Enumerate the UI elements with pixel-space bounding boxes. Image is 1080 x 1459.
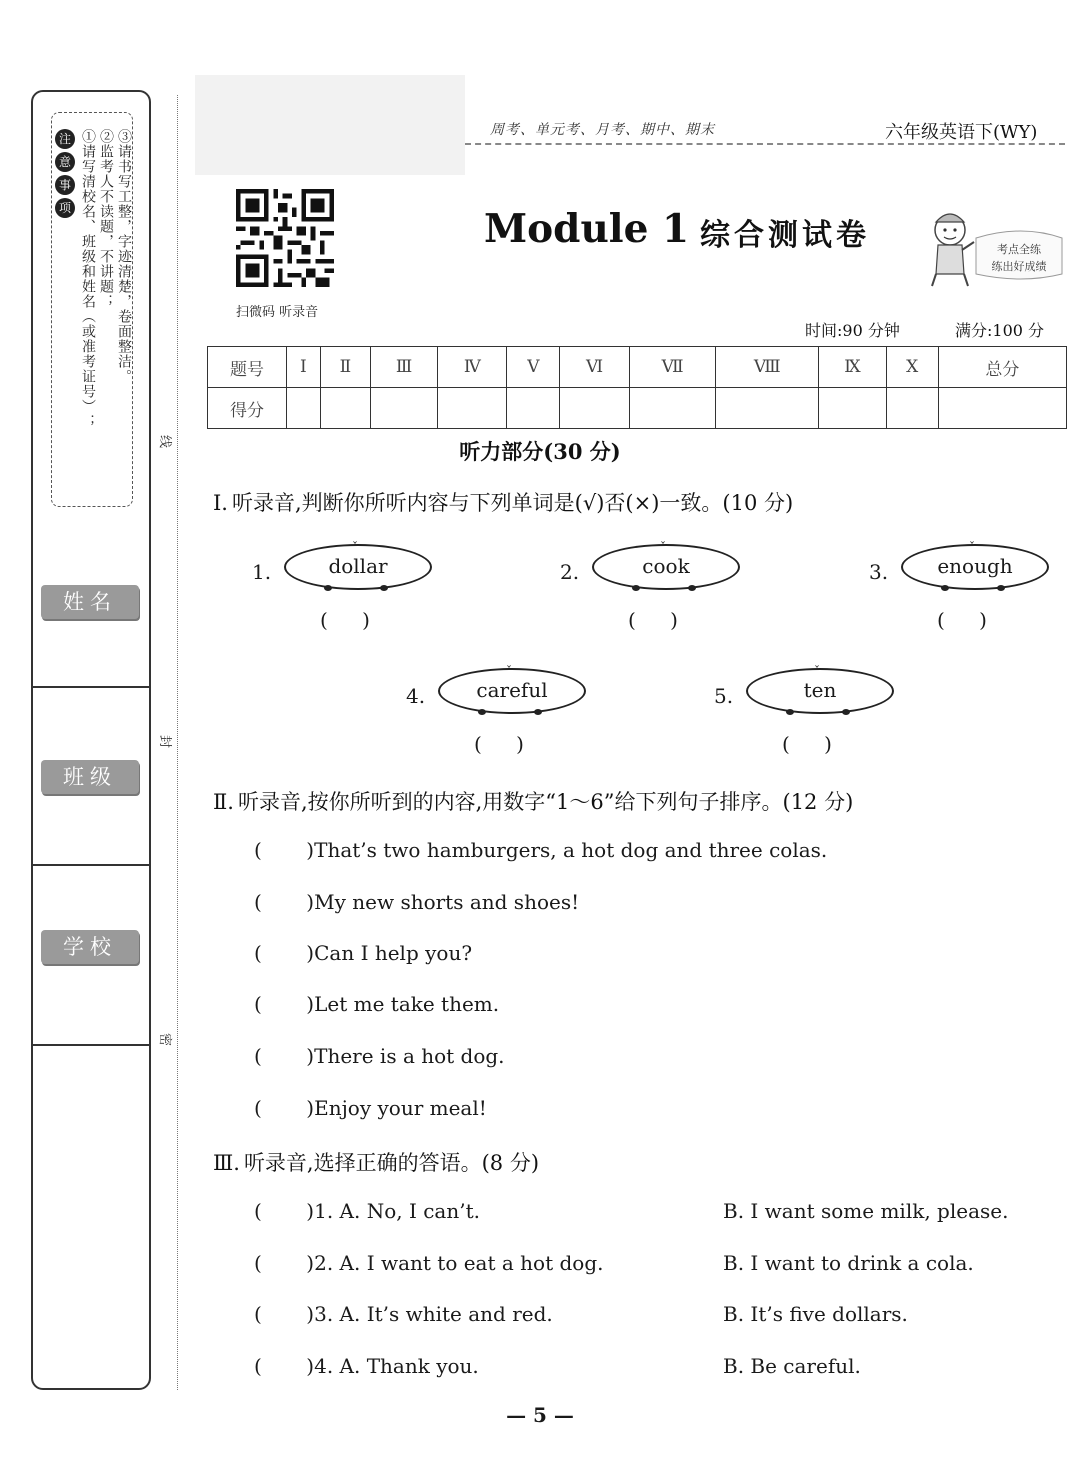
oval-dot-icon [534, 709, 542, 715]
oval-dot-icon [324, 585, 332, 591]
name-label: 姓名 [41, 585, 139, 619]
header-tags: 周考、单元考、月考、期中、期末 [490, 122, 715, 138]
title-module: Module 1 [484, 206, 690, 252]
score-row-label: 得分 [208, 388, 287, 429]
score-input-cell[interactable] [886, 388, 938, 429]
choice-item [254, 1354, 479, 1378]
word-item [406, 664, 606, 756]
oval-dot-icon [632, 585, 640, 591]
tick-mark-icon: ˇ [969, 540, 975, 554]
order-blank[interactable]: ( ) [254, 890, 315, 914]
word-item [560, 540, 760, 632]
sentence-item [254, 890, 579, 914]
score-header-cell: Ⅸ [819, 347, 886, 388]
notes-heading-char: 注 [55, 129, 75, 149]
cut-line [177, 95, 178, 1390]
sentence-text: Can I help you? [314, 941, 473, 965]
order-blank[interactable]: ( ) [254, 941, 315, 965]
school-label: 学校 [41, 930, 139, 964]
tick-mark-icon: ˇ [814, 664, 820, 678]
listening-section-title: 听力部分(30 分) [459, 439, 621, 464]
title-cn: 综合测试卷 [700, 218, 870, 253]
answer-blank[interactable]: ( ) [782, 732, 832, 756]
notes-heading-char: 事 [55, 175, 75, 195]
score-input-cell[interactable] [560, 388, 630, 429]
panel-divider [33, 1044, 149, 1046]
choice-a: 4. A. Thank you. [314, 1354, 479, 1378]
choice-b: B. I want to drink a cola. [723, 1251, 974, 1275]
choice-b: B. It’s five dollars. [723, 1302, 908, 1326]
choice-a: 3. A. It’s white and red. [314, 1302, 553, 1326]
cut-mark-feng: 封 [157, 734, 173, 749]
choice-item [254, 1199, 480, 1223]
mascot-slogan-2: 练出好成绩 [991, 260, 1047, 273]
oval-dot-icon [380, 585, 388, 591]
choice-item [254, 1251, 603, 1275]
choice-b: B. I want some milk, please. [723, 1199, 1009, 1223]
order-blank[interactable]: ( ) [254, 1096, 315, 1120]
notes-heading-char: 意 [55, 152, 75, 172]
score-header-cell: Ⅶ [629, 347, 715, 388]
word-number: 4. [406, 684, 426, 708]
panel-divider [33, 864, 149, 866]
choice-blank[interactable]: ( ) [254, 1302, 315, 1326]
word-number: 1. [252, 560, 272, 584]
score-header-cell: Ⅰ [287, 347, 321, 388]
choice-item [254, 1302, 553, 1326]
oval-dot-icon [688, 585, 696, 591]
tick-mark-icon: ˇ [352, 540, 358, 554]
score-input-cell[interactable] [716, 388, 819, 429]
qr-code-icon[interactable] [236, 189, 334, 287]
word-oval: cook [592, 544, 740, 590]
panel-divider [33, 686, 149, 688]
mascot-slogan-1: 考点全练 [997, 243, 1041, 256]
oval-dot-icon [478, 709, 486, 715]
header-background [195, 75, 465, 175]
score-input-cell[interactable] [938, 388, 1066, 429]
word-number: 5. [714, 684, 734, 708]
sentence-text: That’s two hamburgers, a hot dog and three colas. [314, 838, 828, 862]
score-header-cell: Ⅱ [320, 347, 370, 388]
sentence-text: Enjoy your meal! [314, 1096, 487, 1120]
section-2-instruction: 听录音,按你所听到的内容,用数字“1～6”给下列句子排序。(12 分) [237, 790, 854, 814]
choice-blank[interactable]: ( ) [254, 1251, 315, 1275]
sentence-item [254, 992, 499, 1016]
word-number: 3. [869, 560, 889, 584]
notes-heading-char: 项 [55, 198, 75, 218]
sentence-text: Let me take them. [314, 992, 500, 1016]
oval-dot-icon [786, 709, 794, 715]
word-oval: ten [746, 668, 894, 714]
section-2-heading [213, 786, 853, 816]
score-input-cell[interactable] [507, 388, 560, 429]
note-1: ①请写清校名、班级和姓名（或准考证号）； [80, 129, 96, 429]
sentence-item [254, 1096, 487, 1120]
word-item [714, 664, 914, 756]
order-blank[interactable]: ( ) [254, 1044, 315, 1068]
word-oval: enough [901, 544, 1049, 590]
cut-mark-mi: 密 [157, 1032, 173, 1047]
full-score-info: 满分:100 分 [955, 321, 1045, 340]
score-header-cell: 题号 [208, 347, 287, 388]
tick-mark-icon: ˇ [660, 540, 666, 554]
choice-blank[interactable]: ( ) [254, 1199, 315, 1223]
section-1-heading [213, 487, 793, 517]
score-table [207, 346, 1067, 429]
section-1-instruction: 听录音,判断你所听内容与下列单词是(√)否(×)一致。(10 分) [231, 491, 794, 515]
score-header-cell: Ⅳ [438, 347, 507, 388]
choice-a: 1. A. No, I can’t. [314, 1199, 480, 1223]
score-input-cell[interactable] [819, 388, 886, 429]
sentence-item [254, 838, 827, 862]
section-1-number: Ⅰ. [213, 491, 228, 515]
score-header-cell: Ⅵ [560, 347, 630, 388]
oval-dot-icon [997, 585, 1005, 591]
choice-a: 2. A. I want to eat a hot dog. [314, 1251, 604, 1275]
score-header-cell: Ⅴ [507, 347, 560, 388]
word-item [252, 540, 452, 632]
choice-b: B. Be careful. [723, 1354, 861, 1378]
cut-mark-xian: 线 [157, 434, 173, 449]
header-rule [465, 143, 1065, 145]
score-header-cell: 总分 [938, 347, 1066, 388]
choice-blank[interactable]: ( ) [254, 1354, 315, 1378]
order-blank[interactable]: ( ) [254, 838, 315, 862]
word-item [869, 540, 1069, 632]
score-input-cell[interactable] [629, 388, 715, 429]
mascot-icon [922, 204, 1068, 290]
score-header-cell: Ⅹ [886, 347, 938, 388]
sentence-text: My new shorts and shoes! [314, 890, 580, 914]
word-oval: dollar [284, 544, 432, 590]
notes-heading [55, 129, 77, 221]
header-grade: 六年级英语下(WY) [885, 122, 1038, 143]
score-input-cell[interactable] [320, 388, 370, 429]
qr-caption: 扫微码 听录音 [236, 305, 319, 320]
section-3-number: Ⅲ. [213, 1151, 240, 1175]
sentence-item [254, 1044, 505, 1068]
answer-blank[interactable]: ( ) [320, 608, 370, 632]
section-3-instruction: 听录音,选择正确的答语。(8 分) [243, 1151, 540, 1175]
sentence-text: There is a hot dog. [314, 1044, 505, 1068]
score-input-cell[interactable] [371, 388, 438, 429]
word-number: 2. [560, 560, 580, 584]
note-2: ②监考人不读题，不讲题； [98, 129, 114, 309]
page-number: — 5 — [506, 1403, 574, 1427]
sentence-item [254, 941, 472, 965]
oval-dot-icon [842, 709, 850, 715]
score-input-cell[interactable] [438, 388, 507, 429]
word-oval: careful [438, 668, 586, 714]
order-blank[interactable]: ( ) [254, 992, 315, 1016]
time-info: 时间:90 分钟 [805, 321, 900, 340]
note-3: ③请书写工整，字迹清楚，卷面整洁。 [116, 129, 132, 384]
score-header-cell: Ⅷ [716, 347, 819, 388]
answer-blank[interactable]: ( ) [937, 608, 987, 632]
tick-mark-icon: ˇ [506, 664, 512, 678]
answer-blank[interactable]: ( ) [474, 732, 524, 756]
score-table-header-row [208, 347, 1067, 388]
binding-panel [31, 90, 151, 1390]
oval-dot-icon [941, 585, 949, 591]
score-header-cell: Ⅲ [371, 347, 438, 388]
section-2-number: Ⅱ. [213, 790, 234, 814]
score-input-cell[interactable] [287, 388, 321, 429]
class-label: 班级 [41, 760, 139, 794]
section-3-heading [213, 1147, 539, 1177]
answer-blank[interactable]: ( ) [628, 608, 678, 632]
score-table-score-row [208, 388, 1067, 429]
